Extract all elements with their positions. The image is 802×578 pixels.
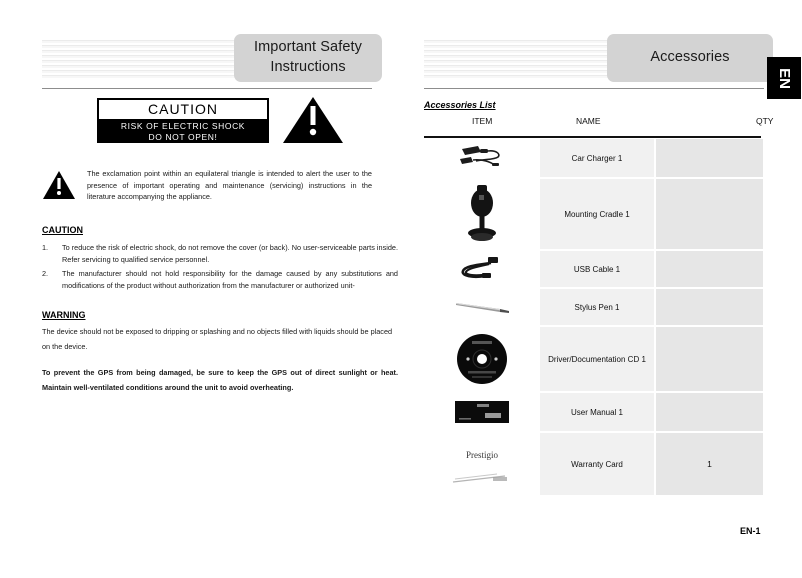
table-row: [424, 393, 774, 431]
usb-cable-icon: [455, 254, 509, 284]
accessory-image-cell: [424, 289, 540, 325]
mounting-cradle-icon: [460, 183, 504, 245]
table-row: [424, 251, 774, 287]
svg-text:Prestigio: Prestigio: [465, 450, 499, 460]
accessory-image-cell: [424, 327, 540, 391]
left-header-band: [42, 34, 372, 82]
table-row: [424, 433, 774, 495]
car-charger-icon: [454, 143, 510, 173]
table-row: [424, 179, 774, 249]
user-manual-icon: [453, 399, 511, 425]
accessory-image-cell: [424, 251, 540, 287]
accessory-qty-cell: [656, 179, 763, 249]
accessory-name-cell: USB Cable 1: [540, 251, 654, 287]
caution-item-text: To reduce the risk of electric shock, do not remove the cover (or back). No user-serviceable parts inside. Refer servicing to qualified service personnel.: [62, 243, 398, 264]
accessory-qty-cell: [656, 393, 763, 431]
accessory-qty-cell: [656, 139, 763, 177]
accessory-image-cell: [424, 433, 540, 495]
accessory-image-cell: [424, 393, 540, 431]
accessories-table-body: [424, 139, 774, 497]
right-page: [412, 0, 802, 578]
caution-list-item: [42, 242, 398, 266]
page-title-line2: Instructions: [270, 59, 346, 75]
accessories-title-plate: Accessories: [607, 34, 773, 82]
caution-box-title: CAUTION: [99, 100, 267, 119]
column-header-item: ITEM: [472, 116, 493, 126]
accessory-qty-cell: [656, 289, 763, 325]
accessories-list-heading: Accessories List: [424, 100, 496, 110]
gps-heat-warning-text: To prevent the GPS from being damaged, be sure to keep the GPS out of direct sunlight or heat. Maintain well-ventilated conditions around the unit to avoid overheating.: [42, 368, 398, 392]
caution-symbol-row: [42, 96, 372, 146]
table-row: [424, 289, 774, 325]
exclamation-notice-text: The exclamation point within an equilateral triangle is intended to alert the user to the presence of important operating and maintenance (servicing) instructions in the literature accompanying the appliance.: [87, 169, 372, 201]
column-header-qty: QTY: [756, 116, 774, 126]
accessory-name-cell: User Manual 1: [540, 393, 654, 431]
exclamation-triangle-icon: [42, 170, 76, 200]
caution-item-text: The manufacturer should not hold responsibility for the damage caused by any substitutions and modifications of the product without authorization from the manufacturer or authorized unit-: [62, 269, 398, 290]
caution-list-item: [42, 268, 398, 292]
caution-heading: CAUTION: [42, 225, 83, 235]
caution-box-subline1: RISK OF ELECTRIC SHOCK: [120, 121, 246, 131]
warning-text: The device should not be exposed to dripping or splashing and no objects filled with liquids should be placed on the device.: [42, 327, 393, 351]
warranty-card-icon: [447, 436, 517, 492]
caution-item-number: 2.: [42, 269, 49, 278]
accessory-name-cell: Car Charger 1: [540, 139, 654, 177]
accessory-name-cell: Stylus Pen 1: [540, 289, 654, 325]
footer-page-number: EN-1: [740, 526, 761, 536]
table-row: [424, 327, 774, 391]
caution-item-number: 1.: [42, 243, 49, 252]
accessories-table-header: [424, 116, 774, 136]
accessory-qty-cell: [656, 251, 763, 287]
table-row: [424, 139, 774, 177]
page-title-plate: [234, 34, 382, 82]
right-header-band: [424, 34, 754, 82]
language-side-tab-en: [767, 57, 801, 99]
accessory-qty-cell: 1: [656, 433, 763, 495]
caution-label-box: [97, 98, 269, 143]
accessory-name-cell: Warranty Card: [540, 433, 654, 495]
page-title-line1: Important Safety: [254, 39, 362, 56]
warning-heading: WARNING: [42, 310, 86, 320]
stylus-pen-icon: [452, 298, 512, 316]
accessory-qty-cell: [656, 327, 763, 391]
accessory-image-cell: [424, 139, 540, 177]
accessories-table: [424, 116, 774, 136]
accessory-name-cell: Driver/Documentation CD 1: [540, 327, 654, 391]
accessory-image-cell: [424, 179, 540, 249]
warning-triangle-icon: [282, 96, 344, 144]
accessory-name-cell: Mounting Cradle 1: [540, 179, 654, 249]
caution-box-subline2: DO NOT OPEN!: [148, 131, 218, 142]
caution-items-list: [42, 242, 398, 294]
right-header-rule: [424, 88, 764, 89]
column-header-name: NAME: [576, 116, 601, 126]
left-header-rule: [42, 88, 372, 89]
exclamation-notice-block: [42, 168, 372, 203]
language-side-tab-label: EN: [775, 67, 793, 89]
accessories-table-rule: [424, 136, 761, 138]
cd-disc-icon: [454, 331, 510, 387]
